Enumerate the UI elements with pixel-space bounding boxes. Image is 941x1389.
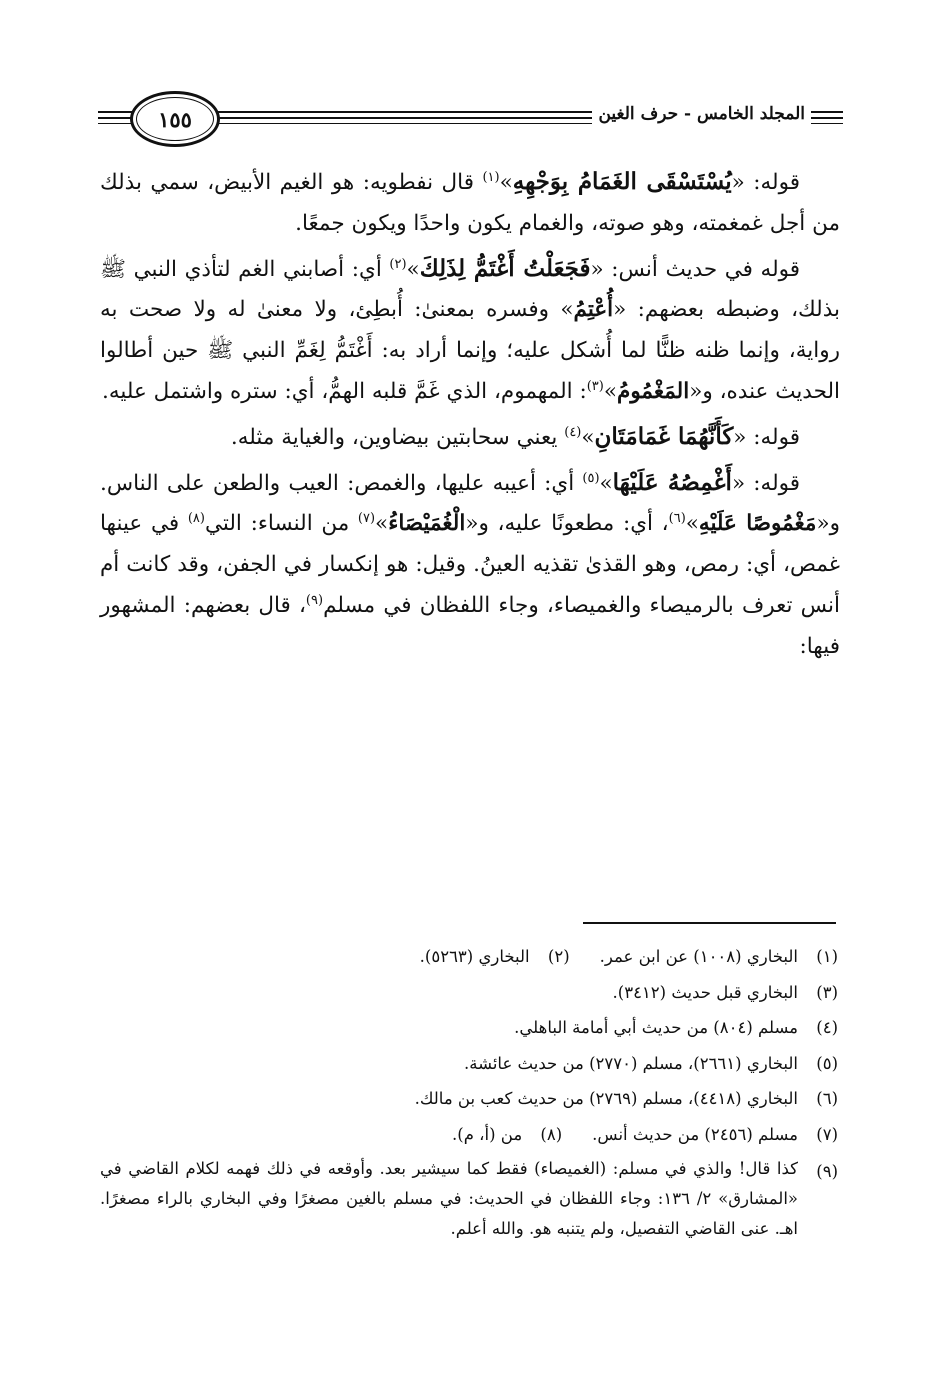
footnote-ref: (٩) [305,592,324,608]
footnote-ref: (١) [482,169,500,185]
hadith-quote: أَغْمِصُهُ عَلَيْهَا [612,468,732,496]
text-run: » [375,511,389,537]
term: الْغُمَيْصَاءُ [388,511,466,537]
footnote-number: (٦) [816,1089,838,1108]
paragraph-3 [100,417,840,459]
footnote-ref: (٣) [586,378,604,394]
text-run: أي: أعيبه عليها، والغمص: العيب والطعن على الناس. و« [100,470,840,537]
term: المَغْمُومُ [617,378,690,404]
text-run: ، قال بعضهم: المشهور فيها: [100,592,840,659]
footnote-7 [592,1117,838,1153]
footnote-text: البخاري قبل حديث (٣٤١٢). [612,982,798,1002]
footnotes [100,939,838,1244]
page-header [98,88,843,148]
text-run: : المهموم، الذي غَمَّ قلبه الهمُّ، أي: ستره واشتمل عليه. [101,378,587,404]
footnote-5 [100,1046,838,1082]
footnote-number: (٨) [540,1124,563,1144]
footnote-ref: (٧) [357,511,376,527]
text-run: » [499,170,513,195]
footnote-text: كذا قال! والذي في مسلم: (الغميصاء) فقط كما سيشير بعد. وأوقعه في ذلك فهمه لكلام القاضي في «المشارق» ٢/ ١٣٦: وجاء اللفظان في الحديث: في مسلم بالغين مصغرًا وفي البخاري بالراء مصغرًا. اهـ. عنى القاضي التفصيل، ولم يتنبه هو. والله أعلم. [100,1159,799,1238]
text-run: في عينها غمص، أي: رمص، وهو القذىٰ تقذيه العينُ. وقيل: هو إنكسار في الجفن، وقد كانت أم أنس تعرف بالرميصاء والغميصاء، وجاء اللفظان في مسلم [100,511,841,618]
footnote-row [100,939,838,975]
footnote-number: (٢) [547,947,570,966]
footnote-ref: (٤) [564,424,582,440]
term: أُعْتِمُ [573,297,614,323]
body-text [100,162,840,672]
footnote-text: البخاري (٤٤١٨)، مسلم (٢٧٦٩) من حديث كعب بن مالك. [414,1089,798,1108]
text-run: » [599,470,613,496]
text-run: » [581,424,595,450]
footnote-number: (١) [816,947,838,966]
text-run: قوله: « [731,170,800,195]
footnote-ref: (٨) [187,511,205,527]
footnote-9 [100,1154,838,1244]
text-run: » [603,378,618,404]
footnote-ref: (٥) [582,470,600,486]
hadith-quote: كَأَنَّهُمَا غَمَامَتَانِ [594,422,734,450]
footnote-4 [100,1010,838,1046]
paragraph-1 [100,162,840,245]
footnote-2 [420,939,570,975]
footnote-number: (٣) [816,982,838,1002]
footnote-6 [100,1081,838,1117]
paragraph-2 [100,249,840,413]
text-run: أي: أصابني الغم لتأذي النبي ﷺ بذلك، وضبطه بعضهم: « [100,256,840,323]
footnote-text: البخاري (٢٦٦١)، مسلم (٢٧٧٠) من حديث عائشة. [464,1053,798,1073]
page-number: ١٥٥ [158,106,192,132]
text-run: ، أي: مطعونًا عليه، و« [465,511,669,537]
footnote-number: (٥) [816,1053,838,1073]
footnote-text: من (أ، م). [452,1124,523,1144]
footnote-number: (٩) [816,1162,838,1181]
text-run: » [685,511,699,537]
footnote-1 [600,939,838,975]
footnote-number: (٧) [816,1124,838,1144]
text-run: » [406,256,420,282]
text-run: من النساء: التي [204,511,358,537]
footnote-8 [452,1117,562,1153]
hadith-quote: يُسْتَسْقَى الغَمَامُ بِوَجْهِهِ [512,168,732,195]
footnote-row [100,1117,838,1153]
footnote-text: البخاري (١٠٠٨) عن ابن عمر. [599,947,798,966]
footnote-text: مسلم (٢٤٥٦) من حديث أنس. [592,1124,798,1144]
footnote-separator [583,922,836,924]
footnote-3 [100,975,838,1011]
text-run: يعني سحابتين بيضاوين، والغياية مثله. [230,424,565,450]
paragraph-4 [100,463,840,668]
term: مَغْمُوصًا عَلَيْهِ [698,511,817,537]
footnote-number: (٤) [816,1018,838,1037]
hadith-quote: فَجَعَلْتُ أَغْتَمُّ لِذَلِكَ [419,254,591,282]
text-run: قوله في حديث أنس: « [590,256,801,282]
text-run: قوله: « [733,424,800,450]
text-run: قال نفطويه: هو الغيم الأبيض، سمي بذلك من أجل غمغمته، وهو صوته، والغمام يكون واحدًا ويكون جمعًا. [100,170,840,236]
text-run: قوله: « [731,470,800,496]
footnote-ref: (٦) [668,511,686,527]
footnote-ref: (٢) [389,256,407,272]
header-title: المجلد الخامس - حرف الغين [592,104,811,124]
footnote-text: مسلم (٨٠٤) من حديث أبي أمامة الباهلي. [514,1018,798,1037]
page-number-badge [130,91,220,147]
footnote-text: البخاري (٥٢٦٣). [419,947,530,966]
text-run: » وفسره بمعنىٰ: أُبطِئ، ولا معنىٰ له ولا صحت به رواية، وإنما ظنه ظنًّا لما أُشكل عليه؛ وإنما أراد به: أَغْتَمُّ لِغَمِّ النبي ﷺ حين أطالوا الحديث عنده، و« [100,297,840,404]
